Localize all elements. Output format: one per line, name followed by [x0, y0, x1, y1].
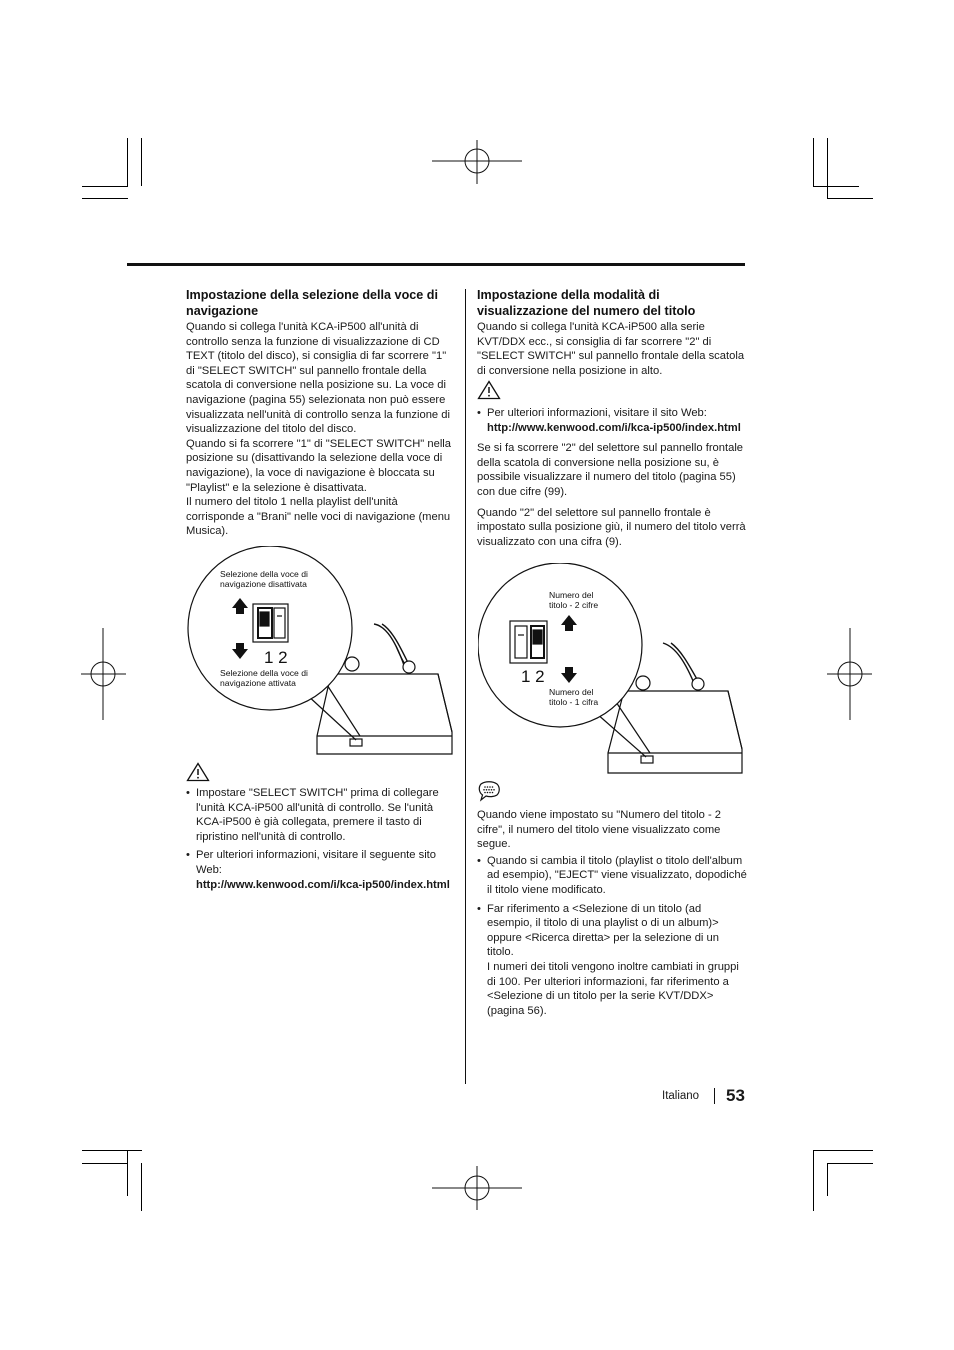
label-one-digit-2: titolo - 1 cifra	[549, 697, 599, 707]
right-heading: Impostazione della modalità di visualizzazione del numero del titolo	[477, 288, 696, 318]
left-paragraph-1: Quando si collega l'unità KCA-iP500 all'unità di controllo senza la funzione di visualizzazione di CD TEXT (titolo del disco), si consiglia di far scorrere "1" di "SELECT SWITCH" sul pannello frontale della scatola di conversione nella posizione su. La voce di navigazione (pagina 55) selezionata non può essere visualizzata nell'unità di controllo senza la funzione di visualizzazione del titolo del disco.	[186, 321, 450, 436]
list-item-text: Per ulteriori informazioni, visitare il sito Web:	[487, 407, 707, 419]
kenwood-link[interactable]: http://www.kenwood.com/i/kca-ip500/index.html	[487, 421, 741, 434]
registration-target-right	[827, 628, 872, 720]
left-heading: Impostazione della selezione della voce di navigazione	[186, 288, 438, 318]
switch-digits: 1 2	[264, 648, 288, 667]
warning-triangle-icon	[186, 762, 210, 782]
warning-triangle-icon	[477, 380, 501, 400]
list-item-text: Far riferimento a <Selezione di un titolo (ad esempio, il titolo di una playlist o di un album)> oppure <Ricerca diretta> per la selezione di un titolo.	[487, 902, 719, 959]
list-item-text: I numeri dei titoli vengono inoltre cambiati in gruppi di 100. Per ulteriori informazioni, far riferimento a <Selezione di un titolo per la serie KVT/DDX> (pagina 56).	[487, 960, 739, 1017]
left-paragraph-3: Il numero del titolo 1 nella playlist dell'unità corrisponde a "Brani" nelle voci di navigazione (menu Musica).	[186, 496, 451, 538]
left-paragraph-2: Quando si fa scorrere "1" di "SELECT SWITCH" nella posizione su (disattivando la selezione della voce di navigazione), la voce di navigazione è bloccata su "Playlist" e la selezione è disattivata.	[186, 437, 452, 494]
registration-target-left	[81, 628, 126, 720]
list-item: • Impostare "SELECT SWITCH" prima di collegare l'unità KCA-iP500 all'unità di controllo. Se l'unità KCA-iP500 è già collegata, premere il tasto di ripristino nell'unità di controllo.	[186, 786, 454, 844]
language-label: Italiano	[662, 1090, 700, 1102]
label-one-digit-1: Numero del	[549, 687, 594, 697]
label-two-digits-1: Numero del	[549, 590, 594, 600]
switch-digits: 1 2	[521, 667, 545, 686]
right-switch-figure	[478, 563, 746, 777]
right-paragraph-3: Quando "2" del selettore sul pannello frontale è impostato sulla posizione giù, il numero del titolo verrà visualizzato con una cifra (9).	[477, 506, 746, 548]
left-notes	[186, 786, 454, 898]
list-item: • Quando si cambia il titolo (playlist o titolo dell'album ad esempio), "EJECT" viene visualizzato, dopodiché il titolo viene modificato.	[477, 854, 747, 898]
list-item	[477, 406, 747, 435]
right-paragraph-2: Se si fa scorrere "2" del selettore sul pannello frontale della scatola di conversione nella posizione su, è possibile visualizzare il numero del titolo (pagina 55) con due cifre (99).	[477, 442, 744, 498]
left-column	[186, 288, 454, 539]
right-column-body	[477, 406, 747, 555]
label-navigation-disabled-1: Selezione della voce di	[220, 569, 308, 579]
right-column	[477, 288, 747, 378]
label-navigation-enabled-1: Selezione della voce di	[220, 668, 308, 678]
note-speech-bubble-icon	[477, 781, 501, 803]
right-paragraph-1: Quando si collega l'unità KCA-iP500 alla serie KVT/DDX ecc., si consiglia di far scorrere "2" di "SELECT SWITCH" sul pannello frontale della scatola di conversione nella posizione in alto.	[477, 321, 745, 377]
left-switch-figure	[186, 546, 456, 760]
label-navigation-enabled-2: navigazione attivata	[220, 678, 296, 688]
column-divider	[465, 289, 466, 1084]
registration-target-top	[432, 140, 522, 184]
footer-separator	[714, 1088, 715, 1104]
label-two-digits-2: titolo - 2 cifre	[549, 600, 599, 610]
page-footer	[660, 1086, 748, 1108]
right-paragraph-4: Quando viene impostato su "Numero del titolo - 2 cifre", il numero del titolo viene visualizzato come segue.	[477, 809, 722, 851]
list-item-text: Per ulteriori informazioni, visitare il seguente sito Web:	[196, 849, 437, 876]
kenwood-link[interactable]: http://www.kenwood.com/i/kca-ip500/index.html	[196, 878, 450, 891]
right-note-section	[477, 808, 747, 1024]
registration-target-bottom	[432, 1166, 522, 1210]
list-item	[477, 902, 747, 1019]
list-item	[186, 848, 454, 892]
label-navigation-disabled-2: navigazione disattivata	[220, 579, 307, 589]
header-rule	[127, 263, 745, 266]
page-number: 53	[726, 1086, 745, 1105]
